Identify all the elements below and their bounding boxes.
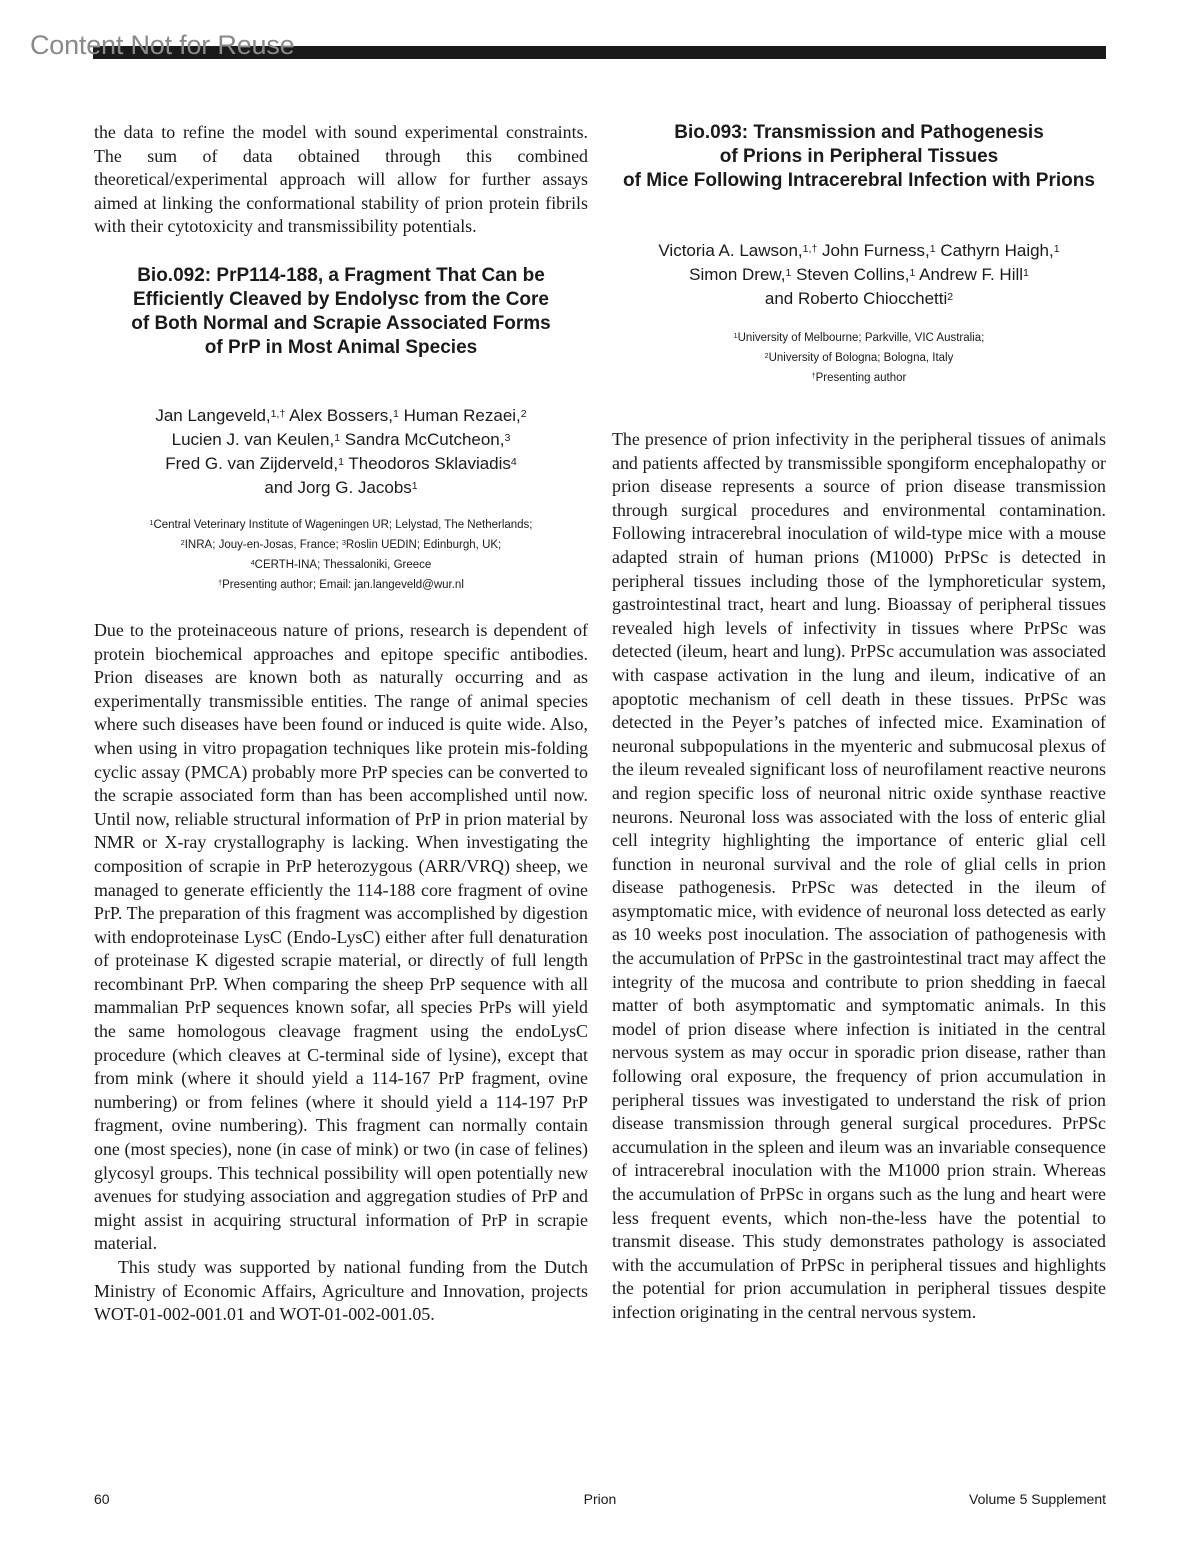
affiliation-line: $^1$University of Melbourne; Parkville, VIC Australia; (733, 332, 985, 344)
title-line: Bio.093: Transmission and Pathogenesis (674, 122, 1044, 143)
author-line: Simon Drew,$^1$ Steven Collins,$^1$ Andrew F. Hill$^1$ (689, 265, 1029, 284)
left-column (94, 121, 588, 1327)
affiliations-bio093 (612, 328, 1106, 388)
affiliation-line: $^4$CERTH-INA; Thessaloniki, Greece (250, 558, 432, 571)
affiliation-line: †Presenting author; Email: jan.langeveld@wur.nl (218, 578, 464, 591)
author-line: Jan Langeveld,$^{1,\dagger}$ Alex Bossers,$^1$ Human Rezaei,$^2$ (155, 405, 527, 425)
intro-paragraph: the data to refine the model with sound experimental constraints. The sum of data obtained through this combined theoretical/experimental approach will allow for further assays aimed at linking the conformational stability of prion protein fibrils with their cytotoxicity and transmissibility potentials. (94, 122, 588, 237)
author-line: and Roberto Chiocchetti$^2$ (764, 289, 954, 308)
affiliation-line: $^2$INRA; Jouy-en-Josas, France; $^3$Roslin UEDIN; Edinburgh, UK; (180, 538, 502, 551)
author-line: Lucien J. van Keulen,$^1$ Sandra McCutcheon,$^3$ (171, 429, 511, 449)
affiliation-line: $^2$University of Bologna; Bologna, Italy (764, 352, 954, 364)
title-line: Efficiently Cleaved by Endolysc from the Core (133, 288, 549, 310)
page-number: 60 (94, 1491, 110, 1507)
title-line: of Mice Following Intracerebral Infection with Prions (623, 170, 1095, 191)
title-line: of Both Normal and Scrapie Associated Forms (131, 312, 551, 334)
authors-bio092 (94, 404, 588, 500)
abstract-title-bio092 (94, 264, 588, 360)
author-line: Victoria A. Lawson,$^{1,\dagger}$ John Furness,$^1$ Cathyrn Haigh,$^1$ (658, 241, 1060, 260)
journal-name: Prion (583, 1491, 617, 1507)
funding-note: This study was supported by national funding from the Dutch Ministry of Economic Affairs, Agriculture and Innovation, projects WOT-01-002-001.01 and WOT-01-002-001.05. (94, 1257, 588, 1325)
title-line: Bio.092: PrP114-188, a Fragment That Can be (137, 264, 545, 286)
affiliations-bio092 (94, 515, 588, 595)
abstract-body-bio093: The presence of prion infectivity in the peripheral tissues of animals and patients affected by transmissible spongiform encephalopathy or prion disease represents a source of prion disease transmission through surgical procedures and environmental contamination. Following intracerebral inoculation of wild-type mice with a mouse adapted strain of human prions (M1000) PrPSc is detected in peripheral tissues including those of the lymphoreticular system, gastrointestinal tract, heart and lung. Bioassay of peripheral tissues revealed high levels of infectivity in tissues where PrPSc was detected (ileum, heart and lung). PrPSc accumulation was associated with caspase activation in the lung and ileum, indicative of an apoptotic mechanism of cell death in these tissues. PrPSc was detected in the Peyer’s patches of infected mice. Examination of neuronal subpopulations in the myenteric and submucosal plexus of the ileum revealed significant loss of neurofilament reactive neurons and region specific loss of neuronal nitric oxide synthase reactive neurons. Neuronal loss was associated with the loss of enteric glial cell integrity highlighting the importance of enteric glial cell function in neuronal survival and the role of glial cells in prion disease pathogenesis. PrPSc was detected in the ileum of asymptomatic mice, with evidence of neuronal loss detected as early as 10 weeks post inoculation. The association of pathogenesis with the accumulation of PrPSc in the gastrointestinal tract may affect the integrity of the mucosa and contribute to prion shedding in faecal matter of both asymptomatic and symptomatic animals. In this model of prion disease where infection is initiated in the central nervous system as may occur in sporadic prion disease, rather than following oral exposure, the frequency of prion accumulation in peripheral tissues was investigated to understand the risk of prion disease transmission through general surgical procedures. PrPSc accumulation in the spleen and ileum was an invariable consequence of intracerebral inoculation with the M1000 prion strain. Whereas the accumulation of PrPSc in organs such as the lung and heart were less frequent events, which non-the-less have the potential to transmit disease. This study demonstrates pathology is associated with the accumulation of PrPSc in peripheral tissues and highlights the potential for prion accumulation in peripheral tissues despite infection originating in the central nervous system. (612, 429, 1106, 1322)
right-column (612, 121, 1106, 1325)
title-line: of Prions in Peripheral Tissues (719, 146, 999, 167)
authors-bio093 (612, 239, 1106, 311)
title-line: of PrP in Most Animal Species (204, 336, 478, 358)
affiliation-line: $^1$Central Veterinary Institute of Wageningen UR; Lelystad, The Netherlands; (149, 518, 533, 531)
watermark-text: Content Not for Reuse (30, 30, 295, 60)
author-line: Fred G. van Zijderveld,$^1$ Theodoros Sklaviadis$^4$ (165, 453, 517, 473)
abstract-body-bio092: Due to the proteinaceous nature of prions, research is dependent of protein biochemical approaches and epitope specific antibodies. Prion diseases are known both as naturally occurring and as experimentally transmissible entities. The range of animal species where such diseases have been found or induced is quite wide. Also, when using in vitro propagation techniques like protein mis-folding cyclic assay (PMCA) probably more PrP species can be converted to the scrapie associated form than has been accomplished until now. Until now, reliable structural information of PrP in prion material by NMR or X-ray crystallography is lacking. When investigating the composition of scrapie in PrP heterozygous (ARR/VRQ) sheep, we managed to generate efficiently the 114-188 core fragment of ovine PrP. The preparation of this fragment was accomplished by digestion with endoproteinase LysC (Endo-LysC) either after full denaturation of proteinase K digested scrapie material, or directly of full length recombinant PrP. When comparing the sheep PrP sequence with all mammalian PrP sequences known sofar, all species PrPs will yield the same homologous cleavage fragment using the endoLysC procedure (which cleaves at C-terminal side of lysine), except that from mink (where it should yield a 114-167 PrP fragment, ovine numbering) or from felines (where it should yield a 114-197 PrP fragment, ovine numbering). This fragment can normally contain one (most species), none (in case of mink) or two (in case of felines) glycosyl groups. This technical possibility will open potentially new avenues for studying association and aggregation studies of PrP and might assist in acquiring structural information of PrP in scrapie material. (94, 619, 588, 1254)
affiliation-line: †Presenting author (811, 372, 907, 384)
volume-label: Volume 5 Supplement (969, 1491, 1106, 1507)
abstract-title-bio093 (612, 121, 1106, 193)
author-line: and Jorg G. Jacobs$^1$ (264, 477, 418, 497)
